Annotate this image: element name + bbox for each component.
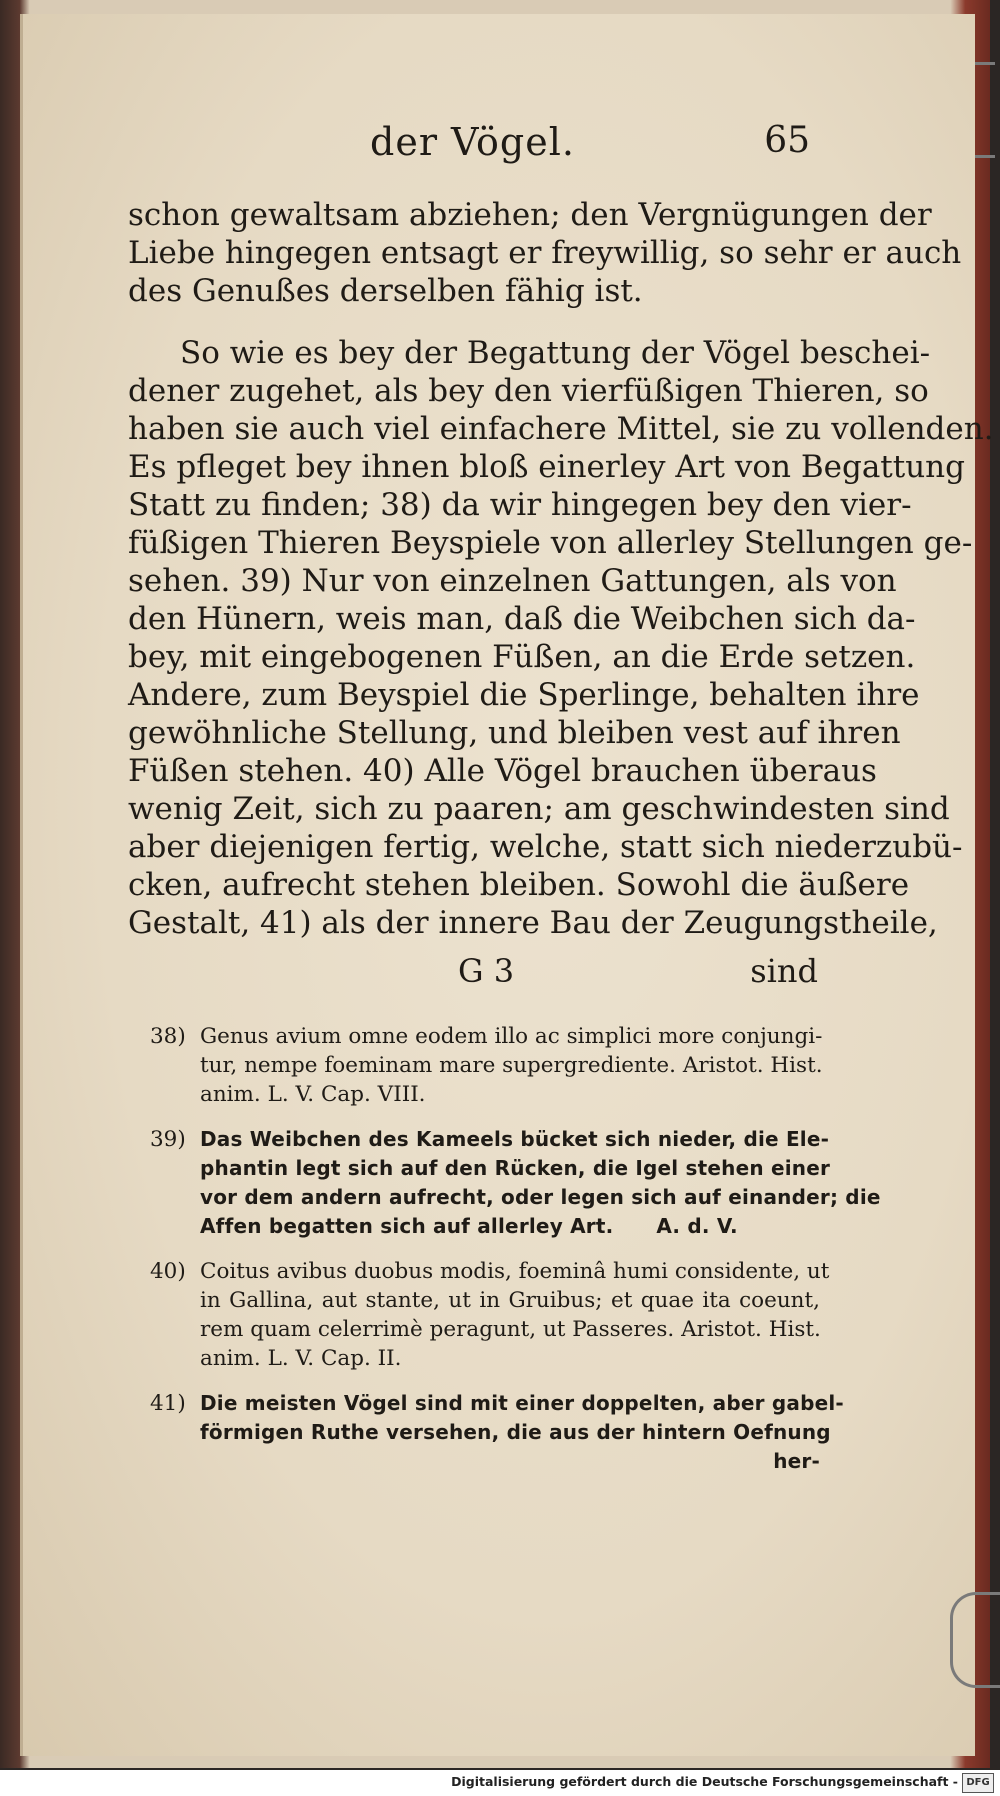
footnote-line: her-	[773, 1449, 820, 1473]
footnote-line: Die meisten Vögel sind mit einer doppelten, aber gabel-	[200, 1391, 844, 1415]
text-line: Es pfleget bey ihnen bloß einerley Art von Begattung	[128, 449, 965, 485]
footnote-line: vor dem andern aufrecht, oder legen sich auf einander; die	[200, 1185, 881, 1209]
footnote-line: Affen begatten sich auf allerley Art. A. d. V.	[200, 1214, 738, 1238]
dfg-logo: DFG	[962, 1773, 994, 1793]
footnote-mark: 39)	[150, 1127, 186, 1152]
footnote-mark: 40)	[150, 1259, 186, 1284]
text-line: den Hünern, weis man, daß die Weibchen sich da-	[128, 601, 916, 637]
text-line: Andere, zum Beyspiel die Sperlinge, behalten ihre	[128, 677, 920, 713]
text-line: gewöhnliche Stellung, und bleiben vest auf ihren	[128, 715, 901, 751]
text-line: Statt zu finden; 38) da wir hingegen bey den vier-	[128, 487, 912, 523]
text-line: schon gewaltsam abziehen; den Vergnügungen der	[128, 197, 932, 233]
text-line: Füßen stehen. 40) Alle Vögel brauchen überaus	[128, 753, 877, 789]
text-line: cken, aufrecht stehen bleiben. Sowohl die äußere	[128, 867, 910, 903]
body-text	[128, 196, 994, 942]
paragraph-1	[128, 196, 962, 310]
text-line: wenig Zeit, sich zu paaren; am geschwindesten sind	[128, 791, 950, 827]
text-line: Liebe hingegen entsagt er freywillig, so sehr er auch	[128, 235, 962, 271]
footnote-39	[150, 1125, 881, 1241]
footnote-line: anim. L. V. Cap. II.	[200, 1346, 402, 1371]
footnote-40	[150, 1257, 830, 1373]
page-number: 65	[764, 120, 810, 161]
footnote-line: Coitus avibus duobus modis, foeminâ humi considente, ut	[200, 1259, 830, 1284]
page-clip-bottom	[950, 1592, 1000, 1688]
footnotes	[150, 1022, 881, 1492]
paragraph-2	[128, 334, 994, 942]
footnote-38	[150, 1022, 823, 1109]
text-line: So wie es bey der Begattung der Vögel beschei-	[180, 335, 931, 371]
footnote-line: in Gallina, aut stante, ut in Gruibus; et quae ita coeunt,	[200, 1288, 820, 1313]
footnote-line: Genus avium omne eodem illo ac simplici more conjungi-	[200, 1024, 823, 1049]
digitization-credit-bar	[0, 1770, 1000, 1796]
footnote-line: phantin legt sich auf den Rücken, die Igel stehen einer	[200, 1156, 831, 1180]
footnote-mark: 41)	[150, 1391, 186, 1416]
footnote-line: anim. L. V. Cap. VIII.	[200, 1082, 426, 1107]
running-title: der Vögel.	[370, 120, 575, 164]
footnote-41	[150, 1389, 844, 1476]
text-line: sehen. 39) Nur von einzelnen Gattungen, als von	[128, 563, 897, 599]
footnote-line: Das Weibchen des Kameels bücket sich nieder, die Ele-	[200, 1127, 830, 1151]
text-line: des Genußes derselben fähig ist.	[128, 273, 643, 309]
text-line: dener zugehet, als bey den vierfüßigen Thieren, so	[128, 373, 929, 409]
running-head	[130, 120, 810, 170]
footnote-line: rem quam celerrimè peragunt, ut Passeres. Aristot. Hist.	[200, 1317, 821, 1342]
signature-row	[128, 952, 818, 992]
digitization-credit: Digitalisierung gefördert durch die Deutsche Forschungsgemeinschaft -	[451, 1774, 958, 1789]
footnote-mark: 38)	[150, 1024, 186, 1049]
text-line: Gestalt, 41) als der innere Bau der Zeugungstheile,	[128, 905, 938, 941]
text-line: aber diejenigen fertig, welche, statt sich niederzubü-	[128, 829, 963, 865]
printer-signature: G 3	[458, 952, 515, 990]
footnote-line: förmigen Ruthe versehen, die aus der hintern Oefnung	[200, 1420, 831, 1444]
catchword: sind	[750, 952, 818, 990]
text-line: bey, mit eingebogenen Füßen, an die Erde setzen.	[128, 639, 916, 675]
text-line: haben sie auch viel einfachere Mittel, sie zu vollenden.	[128, 411, 994, 447]
footnote-line: tur, nempe foeminam mare supergrediente. Aristot. Hist.	[200, 1053, 823, 1078]
text-line: füßigen Thieren Beyspiele von allerley Stellungen ge-	[128, 525, 973, 561]
